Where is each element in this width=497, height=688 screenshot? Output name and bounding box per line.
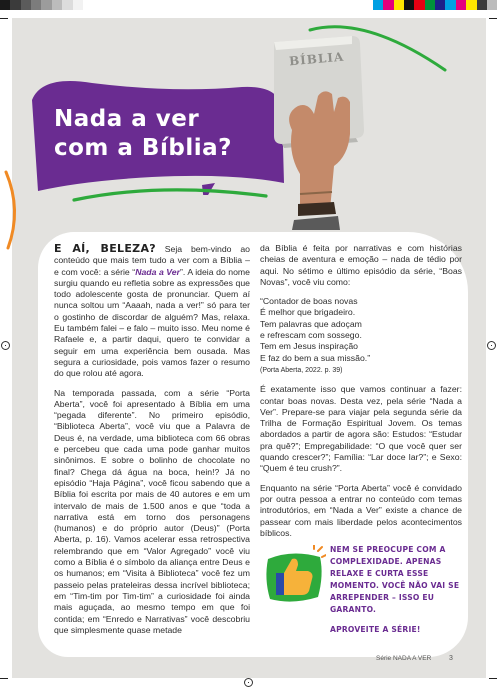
paragraph-new-series: É exatamente isso que vamos continuar a fazer: contar boas novas. Desta vez, pela série “Nada a Ver”. Prepare-se para viajar pela segunda série da Trilha de Formação Espiritual Jovem. Os temas abordados a partir de agora são: Estudos: “Estudar pra quê?”; Empregabilidade: “O que você quer ser quando crescer?”; Família: “Lar doce lar?”; e Sexo: “Quem é teu crush?”. bbox=[260, 384, 462, 474]
paragraph-comparison: Enquanto na série “Porta Aberta” você é convidado por outra pessoa a entrar no conteúdo com temas introdutórios, em “Nada a Ver” existe a chance de passear com mais liberdade pelos acontecimentos bíblicos. bbox=[260, 482, 462, 538]
poem-line: Tem palavras que adoçam bbox=[260, 318, 362, 329]
crop-mark bbox=[0, 678, 8, 679]
registration-mark-icon bbox=[244, 678, 253, 687]
poem-line: “Contador de boas novas bbox=[260, 296, 358, 307]
bible-cover-label: BÍBLIA bbox=[288, 49, 345, 69]
hand-icon bbox=[289, 91, 350, 230]
poem-line: É melhor que brigadeiro. bbox=[260, 307, 356, 318]
paragraph-continuation: da Bíblia é feita por narrativas e com histórias cheias de aventura e emoção – nada de tédio por aqui. No sétimo e último episódio da série, “Boas Novas”, você viu como: bbox=[260, 243, 462, 287]
title-line-1: Nada a ver bbox=[54, 106, 200, 132]
page-title bbox=[54, 105, 274, 163]
title-line-2: com a Bíblia? bbox=[54, 135, 232, 161]
callout-box bbox=[330, 544, 468, 636]
crop-mark bbox=[489, 678, 497, 679]
article-column-right bbox=[260, 243, 462, 547]
paragraph-recap: Na temporada passada, com a série “Porta Aberta”, você foi apresentado à Bíblia em uma “pegada diferente”. No primeiro episódio, “Biblioteca Aberta”, você viu que a Palavra de Deus é, na verdade, uma biblioteca com 66 obras e percebeu que cada uma pode ganhar muitos sinônimos. E sobre o bolinho de chocolate no final? Chega dá água na boca, hein!? Já no episódio “Haja Página”, você ficou sabendo que a Bíblia foi escrita por mais de 40 autores e em um intervalo de mais de 1.500 anos e que “toda a narrativa está em torno dos personagens (humanos) e do próprio autor (Deus)” (Porta Aberta, p. 16). Vamos acelerar essa retrospectiva relembrando que em “Valor Agregado” você viu como a Bíblia é o símbolo da aliança entre Deus e os humanos; em “Visita à Biblioteca” você fez um passeio pelas prateleiras dessa incrível biblioteca; em “Tim-tim por Tim-tim” a curiosidade foi ainda mais aguçada, ao mesmo tempo em que foi contida; em “Enredo e Narrativas” você descobriu que simplesmente quase metade bbox=[54, 387, 250, 635]
poem-line: E faz do bem a sua missão.” bbox=[260, 352, 371, 363]
crop-mark bbox=[489, 18, 497, 19]
poem-line: e refrescam com sossego. bbox=[260, 330, 362, 341]
footer-series-label: Série NADA A VER bbox=[376, 655, 432, 662]
decorative-swoosh-green-title bbox=[70, 178, 270, 208]
poem-line: Tem em Jesus inspiração bbox=[260, 341, 359, 352]
decorative-swoosh-orange-left bbox=[0, 170, 30, 250]
callout-text: NEM SE PREOCUPE COM A COMPLEXIDADE. APENAS RELAXE E CURTA ESSE MOMENTO. VOCÊ NÃO VAI SE ARREPENDER – ISSO EU GARANTO. bbox=[330, 545, 460, 614]
intro-text-a: Seja bem-vindo ao conteúdo que mais tem tudo a ver com a Bíblia – e com você: a série “ bbox=[54, 244, 250, 277]
printer-color-bar bbox=[0, 0, 497, 10]
lead-in: E AÍ, BELEZA? bbox=[54, 242, 156, 255]
callout-cta: APROVEITE A SÉRIE! bbox=[330, 625, 421, 634]
intro-text-b: ”. A ideia do nome surgiu quando eu refletia sobre as expressões que todo adolescente gosta de pronunciar. Quem aí nunca soltou um “Aaaah, nada a ver!” só para ter o gostinho de discordar de alguém? Mas, relaxa. Eu também falei – e falo – muito isso. Meu nome é Rafaele e, a partir daqui, quero te convidar a seguir em uma experiência bem ousada. Mas segura a curiosidade, pois vamos fazer o resumo do que rolou até agora. bbox=[54, 266, 250, 379]
crop-mark bbox=[0, 18, 8, 19]
registration-mark-icon bbox=[487, 341, 496, 350]
series-name: Nada a Ver bbox=[135, 266, 180, 277]
page-number: 3 bbox=[449, 655, 453, 662]
registration-mark-icon bbox=[1, 341, 10, 350]
poem-quote bbox=[260, 296, 462, 376]
thumbs-up-icon bbox=[262, 545, 326, 607]
poem-citation: (Porta Aberta, 2022. p. 39) bbox=[260, 366, 343, 374]
paragraph-intro bbox=[54, 243, 250, 380]
article-column-left bbox=[54, 243, 250, 644]
